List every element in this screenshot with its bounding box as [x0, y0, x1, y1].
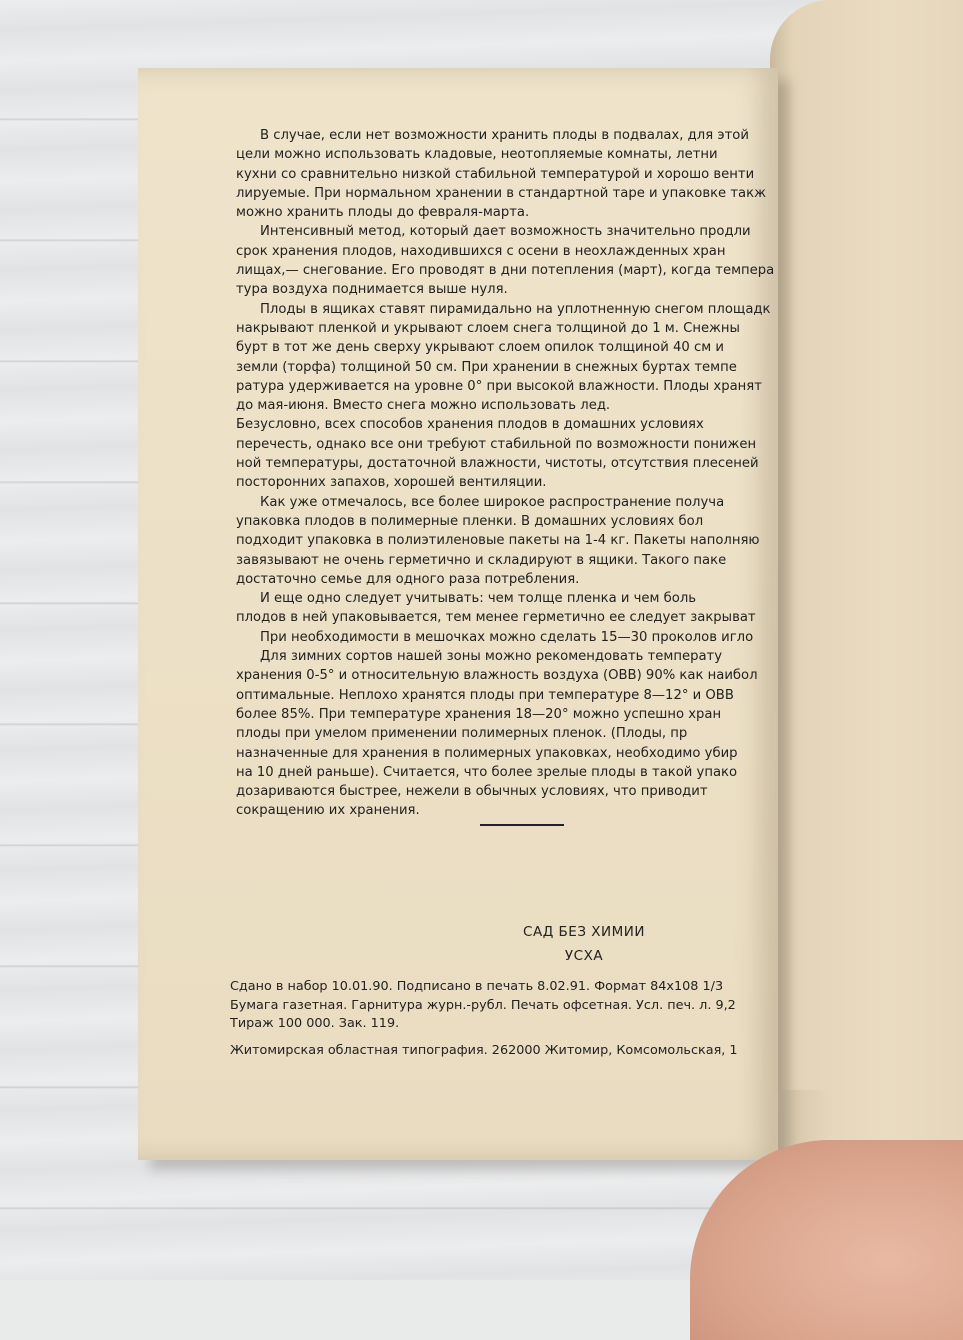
text-line: подходит упаковка в полиэтиленовые пакеты на 1-4 кг. Пакеты наполняю: [236, 533, 760, 549]
imprint-line: Житомирская областная типография. 262000 Житомир, Комсомольская, 1: [230, 1042, 738, 1058]
text-line: перечесть, однако все они требуют стабильной по возможности понижен: [236, 436, 757, 452]
book-title: САД БЕЗ ХИМИИ: [523, 924, 645, 940]
publisher-name: УСХА: [564, 948, 604, 964]
text-line: посторонних запахов, хорошей вентиляции.: [236, 475, 547, 491]
text-line: Плоды в ящиках ставят пирамидально на уплотненную снегом площадк: [260, 301, 771, 317]
section-divider: [480, 824, 564, 826]
text-line: на 10 дней раньше). Считается, что более зрелые плоды в такой упако: [236, 764, 738, 780]
text-line: оптимальные. Неплохо хранятся плоды при температуре 8—12° и ОВВ: [236, 687, 734, 703]
text-line: упаковка плодов в полимерные пленки. В домашних условиях бол: [236, 513, 704, 529]
text-line: плоды при умелом применении полимерных пленок. (Плоды, пр: [236, 726, 688, 742]
text-line: хранения 0-5° и относительную влажность воздуха (ОВВ) 90% как наибол: [236, 668, 758, 684]
text-line: И еще одно следует учитывать: чем толще пленка и чем боль: [260, 591, 697, 607]
text-line: более 85%. При температуре хранения 18—20° можно успешно хран: [236, 706, 722, 722]
text-line: Для зимних сортов нашей зоны можно рекомендовать температу: [260, 649, 723, 665]
imprint-block: [230, 978, 778, 1060]
body-text: [236, 126, 778, 821]
text-line: можно хранить плоды до февраля-марта.: [236, 205, 530, 221]
text-line: цели можно использовать кладовые, неотопляемые комнаты, летни: [236, 147, 718, 163]
text-line: достаточно семье для одного раза потребления.: [236, 571, 580, 587]
text-line: лищах,— снегование. Его проводят в дни потепления (март), когда темпера: [236, 263, 775, 279]
text-line: тура воздуха поднимается выше нуля.: [236, 282, 508, 298]
facing-page: [770, 0, 963, 1280]
text-line: назначенные для хранения в полимерных упаковках, необходимо убир: [236, 745, 738, 761]
text-line: до мая-июня. Вместо снега можно использовать лед.: [236, 398, 611, 414]
text-line: Безусловно, всех способов хранения плодов в домашних условиях: [236, 417, 704, 433]
text-line: При необходимости в мешочках можно сделать 15—30 проколов игло: [260, 629, 754, 645]
imprint-line: Сдано в набор 10.01.90. Подписано в печать 8.02.91. Формат 84х108 1/3: [230, 979, 724, 994]
text-line: Как уже отмечалось, все более широкое распространение получа: [260, 494, 725, 510]
text-line: плодов в ней упаковывается, тем менее герметично ее следует закрыват: [236, 610, 756, 626]
text-line: срок хранения плодов, находившихся с осени в неохлажденных хран: [236, 243, 726, 259]
text-line: земли (торфа) толщиной 50 см. При хранении в снежных буртах темпе: [236, 359, 737, 375]
text-line: сокращению их хранения.: [236, 803, 420, 819]
imprint-line: Тираж 100 000. Зак. 119.: [230, 1016, 400, 1031]
text-line: накрывают пленкой и укрывают слоем снега толщиной до 1 м. Снежны: [236, 320, 740, 336]
text-line: ратура удерживается на уровне 0° при высокой влажности. Плоды хранят: [236, 378, 762, 394]
text-line: бурт в тот же день сверху укрывают слоем опилок толщиной 40 см и: [236, 340, 724, 356]
text-line: завязывают не очень герметично и складируют в ящики. Такого паке: [236, 552, 727, 568]
imprint-line: Бумага газетная. Гарнитура журн.-рубл. Печать офсетная. Усл. печ. л. 9,2: [230, 997, 736, 1013]
text-line: лируемые. При нормальном хранении в стандартной таре и упаковке такж: [236, 185, 766, 201]
text-line: дозариваются быстрее, нежели в обычных условиях, что приводит: [236, 784, 708, 800]
text-line: кухни со сравнительно низкой стабильной температурой и хорошо венти: [236, 166, 755, 182]
text-line: ной температуры, достаточной влажности, чистоты, отсутствия плесеней: [236, 456, 759, 472]
book-page: [138, 68, 778, 1160]
text-line: В случае, если нет возможности хранить плоды в подвалах, для этой: [260, 128, 749, 143]
text-line: Интенсивный метод, который дает возможность значительно продли: [260, 224, 751, 240]
